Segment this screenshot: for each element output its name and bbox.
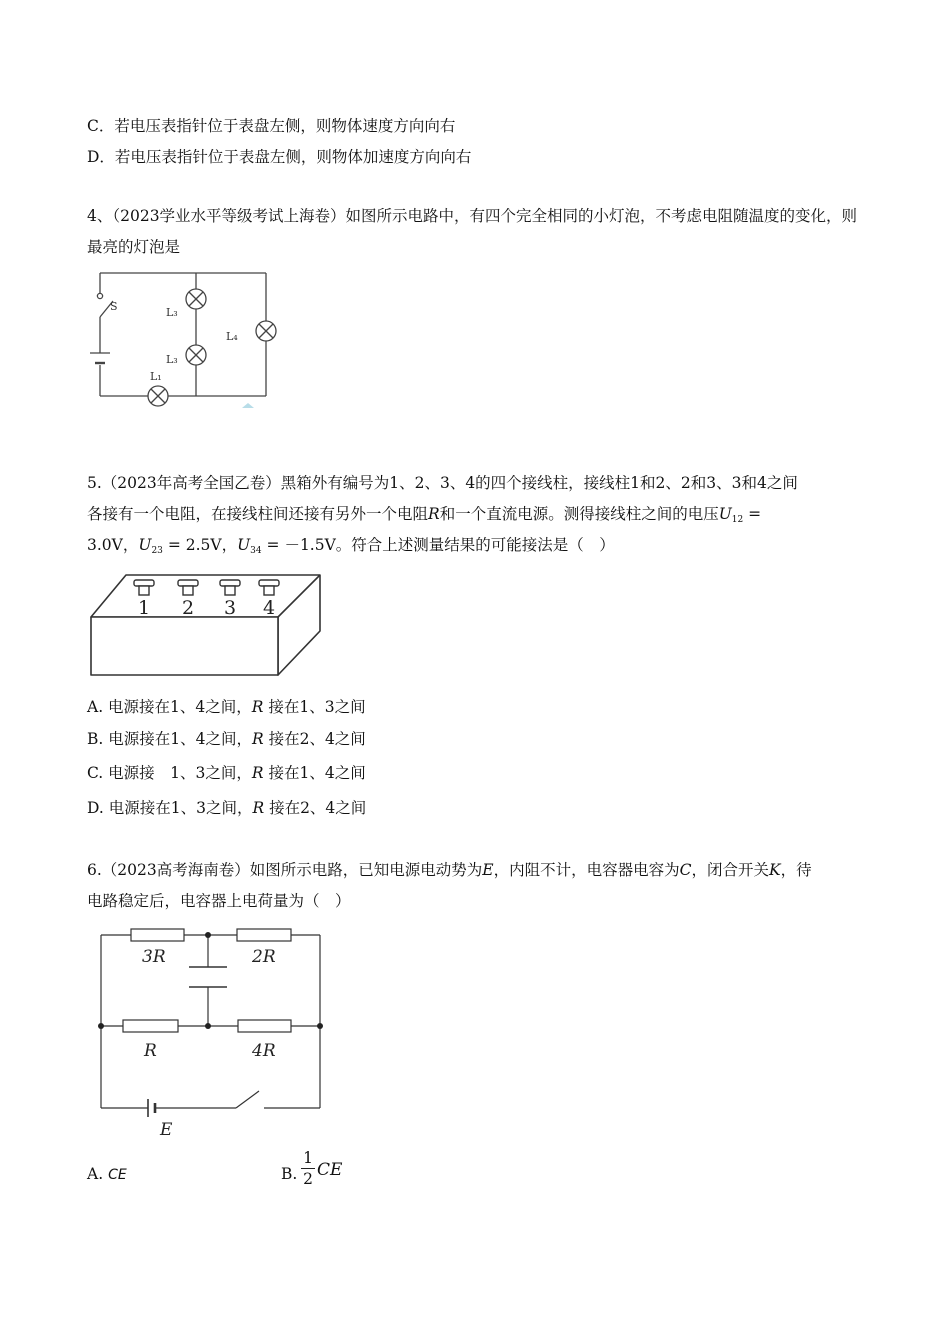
- q3-option-c: C．若电压表指针位于表盘左侧，则物体速度方向向右: [87, 117, 456, 135]
- label-2r: 2R: [252, 947, 276, 967]
- q5-option-c: C. 电源接 1、3之间，R 接在1、4之间: [87, 764, 366, 782]
- resistor-3r: [131, 929, 184, 941]
- lamp-label-l3: L₃: [166, 353, 178, 366]
- q5-option-a: A. 电源接在1、4之间，R 接在1、3之间: [87, 698, 366, 716]
- q4-stem: 4、（2023学业水平等级考试上海卷）如图所示电路中，有四个完全相同的小灯泡，不考虑电阻随温度的变化，则最亮的灯泡是: [87, 207, 858, 256]
- q6-stem-line2: 电路稳定后，电容器上电荷量为（ ）: [87, 892, 351, 910]
- q5-stem-line3: 3.0V，$U_{23} = 2.5V$，$U_{34} = -1.5V$。符合上述测量结果的可能接法是（ ）: [87, 536, 615, 556]
- q5-black-box-figure: [88, 569, 324, 679]
- q6-option-b-label: B.: [281, 1165, 298, 1183]
- lamp-l1: [148, 386, 168, 406]
- label-emf: E: [160, 1120, 173, 1140]
- lamp-l3: [186, 345, 206, 365]
- lamp-label-l1: L₁: [150, 370, 162, 383]
- lamp-l4: [256, 321, 276, 341]
- terminal-1: 1: [137, 597, 151, 619]
- lamp-label-l4: L₄: [226, 330, 238, 343]
- q6-option-b-fraction: 1 2: [301, 1149, 315, 1188]
- switch-label: S: [110, 300, 118, 313]
- lamp-label-top: L₃: [166, 306, 178, 319]
- q6-circuit-diagram: [94, 925, 334, 1140]
- resistor-2r: [237, 929, 291, 941]
- q6-option-b-value: CE: [317, 1160, 343, 1180]
- label-4r: 4R: [252, 1041, 276, 1061]
- terminal-3: 3: [223, 597, 237, 619]
- q5-stem-line1: 5.（2023年高考全国乙卷）黑箱外有编号为1、2、3、4的四个接线柱，接线柱1和2、2和3、3和4之间: [87, 474, 798, 492]
- q5-stem-line2: 各接有一个电阻，在接线柱间还接有另外一个电阻R和一个直流电源。测得接线柱之间的电压$U_{12}$ =: [87, 505, 762, 525]
- q4-circuit-diagram: [86, 265, 276, 415]
- label-3r: 3R: [142, 947, 166, 967]
- label-r: R: [144, 1041, 157, 1061]
- terminal-4: 4: [262, 597, 276, 619]
- terminal-2: 2: [181, 597, 195, 619]
- q5-option-b: B. 电源接在1、4之间，R 接在2、4之间: [87, 730, 366, 748]
- q3-option-d: D．若电压表指针位于表盘左侧，则物体加速度方向向右: [87, 148, 472, 166]
- resistor-4r: [238, 1020, 291, 1032]
- resistor-r: [123, 1020, 178, 1032]
- q5-option-d: D. 电源接在1、3之间，R 接在2、4之间: [87, 799, 367, 817]
- q6-stem-line1: 6.（2023高考海南卷）如图所示电路，已知电源电动势为E，内阻不计，电容器电容为C，闭合开关K，待: [87, 861, 812, 879]
- lamp-l-top: [186, 289, 206, 309]
- q6-option-a: A. CE: [87, 1165, 127, 1183]
